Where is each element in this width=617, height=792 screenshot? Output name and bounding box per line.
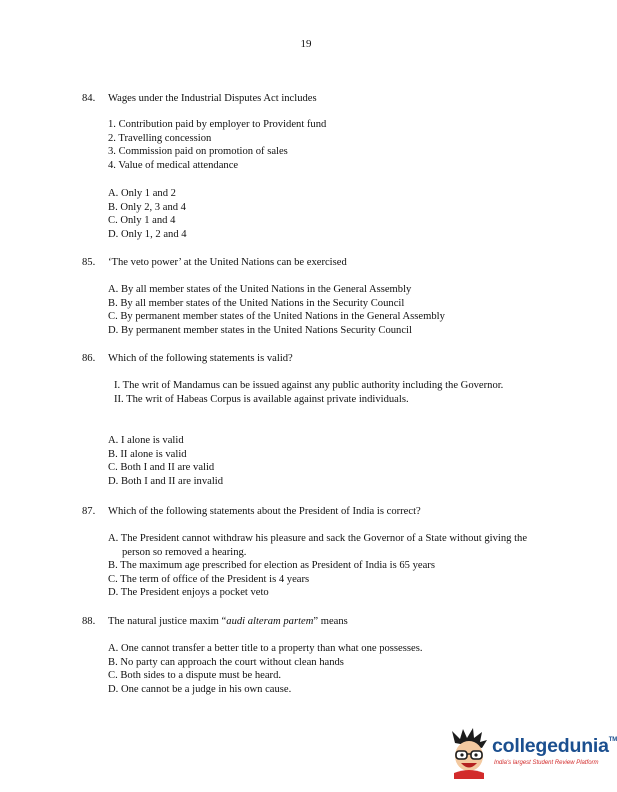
option-d: D. By permanent member states in the United Nations Security Council — [108, 324, 412, 336]
option-d: D. One cannot be a judge in his own cause. — [108, 683, 292, 695]
question-number: 85. — [82, 257, 96, 268]
question-number: 88. — [82, 616, 96, 627]
collegedunia-logo — [444, 727, 617, 779]
question-number: 86. — [82, 353, 96, 364]
option-a: A. By all member states of the United Nations in the General Assembly — [108, 284, 412, 295]
option-d: D. Both I and II are invalid — [108, 475, 224, 487]
question-stem: Which of the following statements about the President of India is correct? — [108, 506, 421, 517]
option-b: B. Only 2, 3 and 4 — [108, 201, 186, 213]
statement-list — [114, 379, 514, 406]
statement-item: 2. Travelling concession — [108, 132, 212, 144]
question-stem: Wages under the Industrial Disputes Act includes — [108, 93, 317, 104]
option-list — [108, 187, 548, 241]
option-b: B. II alone is valid — [108, 448, 187, 460]
option-a: A. One cannot transfer a better title to a property than what one possesses. — [108, 643, 423, 654]
option-b: B. By all member states of the United Nations in the Security Council — [108, 297, 405, 309]
option-list — [108, 434, 548, 488]
logo-wordmark: collegedunia™ — [492, 735, 617, 757]
statement-item: I. The writ of Mandamus can be issued against any public authority including the Governor. — [114, 380, 504, 391]
option-c: C. Both I and II are valid — [108, 462, 215, 474]
question-number: 87. — [82, 506, 96, 517]
stem-text: ” means — [313, 616, 348, 627]
option-c: C. The term of office of the President is 4 years — [108, 573, 310, 585]
question-number: 84. — [82, 93, 96, 104]
question-stem: Which of the following statements is valid? — [108, 353, 293, 364]
question-stem: ‘The veto power’ at the United Nations can be exercised — [108, 257, 347, 268]
question-stem — [108, 615, 548, 629]
logo-tagline: India's largest Student Review Platform — [494, 760, 599, 766]
option-b: B. The maximum age prescribed for election as President of India is 65 years — [108, 560, 435, 572]
logo-trademark: TM — [608, 737, 617, 743]
page-number: 19 — [300, 38, 312, 50]
option-list — [108, 283, 548, 337]
statement-item: II. The writ of Habeas Corpus is available against private individuals. — [114, 393, 409, 405]
option-d: D. Only 1, 2 and 4 — [108, 228, 187, 240]
option-a: A. I alone is valid — [108, 435, 184, 446]
statement-list — [108, 118, 548, 172]
option-a: A. The President cannot withdraw his pleasure and sack the Governor of a State without giving the person so removed a hearing. — [108, 533, 528, 558]
option-list — [108, 532, 544, 600]
option-c: C. By permanent member states of the United Nations in the General Assembly — [108, 311, 445, 323]
option-list — [108, 642, 548, 696]
mascot-icon — [446, 727, 492, 779]
statement-item: 4. Value of medical attendance — [108, 159, 239, 171]
option-d: D. The President enjoys a pocket veto — [108, 587, 269, 599]
option-b: B. No party can approach the court without clean hands — [108, 656, 344, 668]
latin-maxim: audi alteram partem — [226, 616, 314, 627]
statement-item: 1. Contribution paid by employer to Provident fund — [108, 119, 327, 130]
option-a: A. Only 1 and 2 — [108, 188, 176, 199]
option-c: C. Only 1 and 4 — [108, 215, 176, 227]
statement-item: 3. Commission paid on promotion of sales — [108, 146, 288, 158]
stem-text: The natural justice maxim “ — [108, 616, 227, 627]
option-c: C. Both sides to a dispute must be heard. — [108, 670, 282, 682]
